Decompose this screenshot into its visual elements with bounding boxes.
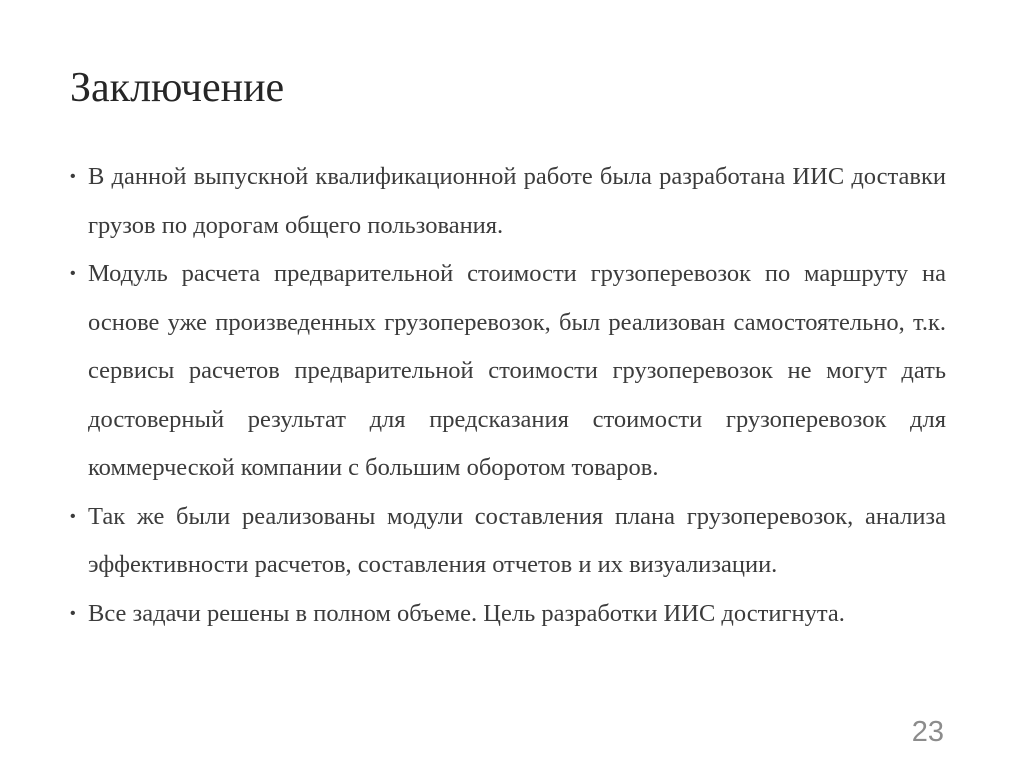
page-number: 23 — [911, 716, 944, 748]
slide-title: Заключение — [70, 65, 285, 111]
bullet-dot-icon: • — [70, 168, 76, 185]
conclusion-bullet-list — [70, 153, 946, 638]
bullet-text: Модуль расчета предварительной стоимости грузоперевозок по маршруту на основе уже произведенных грузоперевозок, был реализован самостоятельно, т.к. сервисы расчетов предварительной стоимости грузоперевозок не могут дать достоверный результат для предсказания стоимости грузоперевозок для коммерческой компании с большим оборотом товаров. — [88, 260, 946, 481]
bullet-dot-icon: • — [70, 265, 76, 282]
bullet-dot-icon: • — [70, 604, 76, 622]
bullet-item — [70, 250, 946, 493]
bullet-dot-icon: • — [70, 507, 76, 525]
bullet-text: В данной выпускной квалификационной работе была разработана ИИС доставки грузов по дорогам общего пользования. — [88, 163, 946, 239]
bullet-text: Так же были реализованы модули составления плана грузоперевозок, анализа эффективности расчетов, составления отчетов и их визуализации. — [88, 502, 946, 578]
bullet-item — [70, 493, 946, 590]
bullet-text: Все задачи решены в полном объеме. Цель разработки ИИС достигнута. — [88, 599, 845, 627]
bullet-item — [70, 153, 946, 250]
bullet-item — [70, 590, 946, 639]
